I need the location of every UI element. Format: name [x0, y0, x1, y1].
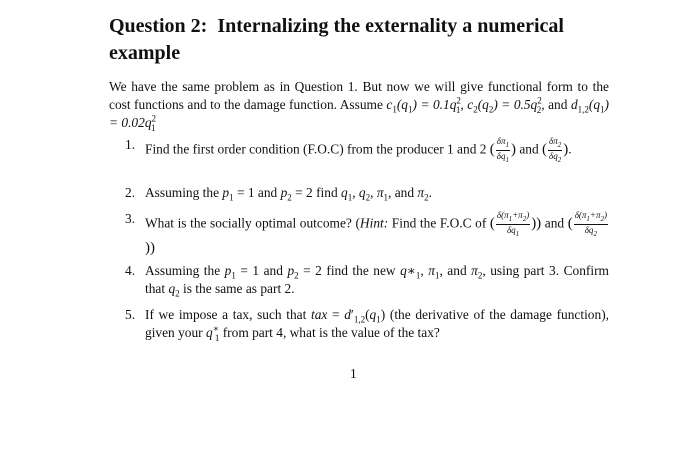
cost-function-2: $c_2(q_2) = 0.5q^2_2$,: [467, 95, 545, 115]
item-body: If we impose a tax, such that tax = $d'_{1,2}(q_1)$ (the derivative of the damage function), given your $q^∗_1$ from part 4, what is the value of the tax?: [145, 307, 609, 343]
list-item: [109, 184, 609, 202]
item-tail-a: (the derivative of the damage function), given your: [145, 307, 609, 340]
list-marker: 4.: [125, 263, 136, 278]
page-number: 1: [350, 366, 357, 381]
damage-function: $d_{1,2}(q_1) = 0.02q^2_1$: [109, 97, 610, 133]
item-tail-b: from part 4, what is the value of the tax?: [222, 325, 440, 340]
item-body: Find the first order condition (F.O.C) from the producer 1 and 2 ( $\frac{\delta\pi_1}{\delta q_1}$ ) and ( $\frac{\delta\pi_2}{\delta q_2}$ ).: [145, 136, 572, 164]
list-item: [109, 306, 609, 342]
item-body: Assuming the $p_1 = 1$ and $p_2 = 2$ find $q_1$, $q_2$, $\pi_1$, and $\pi_2$.: [145, 185, 432, 203]
item-text: Find the first order condition (F.O.C) from the producer 1 and 2: [145, 141, 487, 157]
hint-text: Find the F.O.C of: [391, 215, 487, 231]
intro-paragraph: We have the same problem as in Question 1. But now we will give functional form to the cost functions and to the damage function. Assume $c_1(q_1) = 0.1q^2_1$, $c_2(q_2) = 0.5q^2_2$, and $d_{1,2}(q_1) = 0.02q^2_1$: [109, 79, 610, 133]
item-text: Assuming the: [145, 185, 220, 200]
question-title: Internalizing the externality a numerical example: [109, 15, 564, 64]
list-item: [109, 136, 609, 165]
list-item: [109, 262, 609, 298]
hint-label: Hint:: [359, 215, 389, 231]
item-text: What is the socially optimal outcome?: [145, 215, 352, 231]
intro-text: We have the same problem as in Question 1. But now we will give functional form to the cost functions and to the damage function. Assume: [109, 79, 609, 112]
item-body: Assuming the $p_1 = 1$ and $p_2 = 2$ find the new $q∗_1$, $\pi_1$, and $\pi_2$, using part 3. Confirm that $q_2$ is the same as part 2.: [145, 263, 609, 299]
list-marker: 3.: [125, 211, 136, 226]
item-body: What is the socially optimal outcome? (Hint: Find the F.O.C of ( $\frac{\delta(\pi_1+\pi_2)}{\delta q_1}$ )) and ( $\frac{\delta(\pi_1+\pi_2)}{\delta q_2}$ )): [145, 210, 607, 256]
list-marker: 5.: [125, 307, 136, 322]
list-item: [109, 210, 609, 257]
list-marker: 1.: [125, 137, 136, 152]
cost-function-1: $c_1(q_1) = 0.1q^2_1$,: [386, 95, 464, 115]
item-tail: using part 3. Confirm that: [145, 263, 609, 296]
item-text: Assuming the: [145, 263, 221, 278]
list-marker: 2.: [125, 185, 136, 200]
item-text: If we impose a tax, such that: [145, 307, 307, 322]
question-number: Question 2:: [109, 15, 208, 37]
question-heading: [109, 13, 609, 67]
